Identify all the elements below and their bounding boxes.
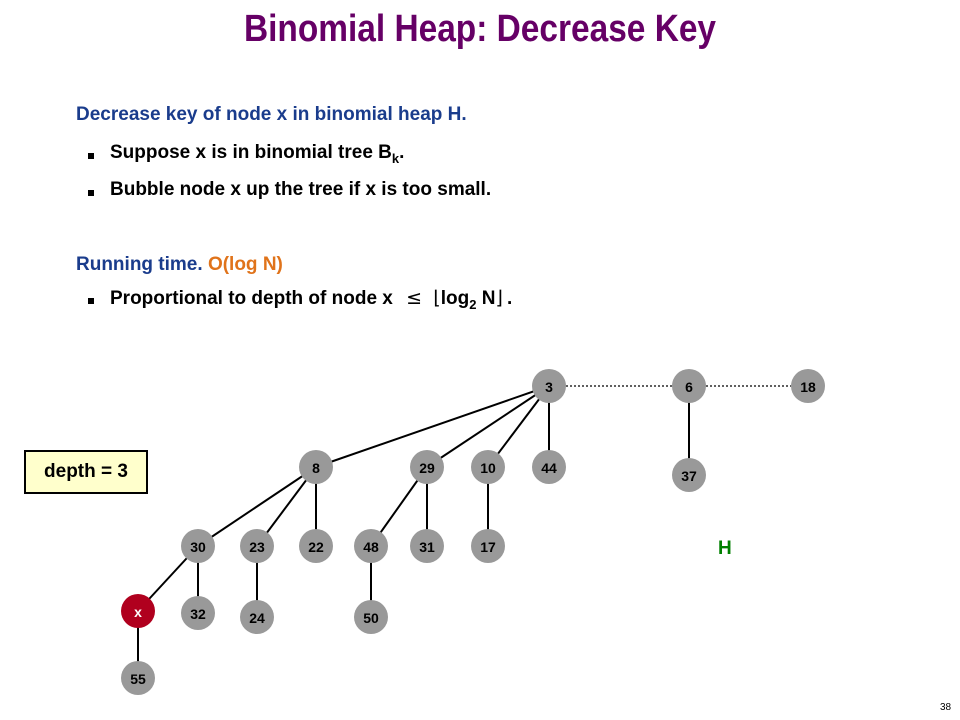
heap-node	[672, 458, 706, 492]
node-label: 31	[419, 539, 435, 555]
node-label: 29	[419, 460, 435, 476]
node-label: 32	[190, 606, 206, 622]
heap-node	[532, 450, 566, 484]
node-label: 24	[249, 610, 265, 626]
node-label: x	[134, 604, 142, 620]
heap-node	[354, 600, 388, 634]
bullet-text: Proportional to depth of node x	[110, 288, 393, 309]
depth-callout: depth = 3	[24, 450, 148, 494]
left-floor-symbol: ⌊	[433, 287, 441, 309]
bullet-bubble-up: Bubble node x up the tree if x is too small.	[110, 179, 492, 200]
node-label: 18	[800, 379, 816, 395]
node-label: 30	[190, 539, 206, 555]
node-label: 3	[545, 379, 553, 395]
node-label: 8	[312, 460, 320, 476]
heap-node	[410, 450, 444, 484]
node-label: 6	[685, 379, 693, 395]
running-time-value: O(log N)	[207, 254, 283, 275]
heap-node	[181, 529, 215, 563]
heap-node	[471, 529, 505, 563]
bullet-text: Suppose x is in binomial tree B	[110, 142, 392, 163]
heap-node	[121, 661, 155, 695]
highlighted-node	[121, 594, 155, 628]
node-label: 37	[681, 468, 697, 484]
subscript-2: 2	[469, 296, 477, 312]
node-label: 10	[480, 460, 496, 476]
heap-node	[181, 596, 215, 630]
node-label: 55	[130, 671, 146, 687]
node-label: 17	[480, 539, 496, 555]
page-number: 38	[940, 702, 952, 713]
slide-title: Binomial Heap: Decrease Key	[243, 8, 717, 50]
period: .	[506, 288, 513, 309]
tree-edges	[138, 386, 689, 678]
heap-label: H	[718, 538, 732, 559]
running-time-label: Running time.	[76, 254, 203, 275]
heap-node	[791, 369, 825, 403]
node-label: 23	[249, 539, 265, 555]
heap-node	[354, 529, 388, 563]
heap-node	[532, 369, 566, 403]
period: .	[399, 142, 405, 163]
heap-node	[299, 529, 333, 563]
subscript-k: k	[391, 150, 400, 166]
heap-node	[240, 529, 274, 563]
heap-node	[471, 450, 505, 484]
heap-node	[299, 450, 333, 484]
n-text: N	[481, 288, 496, 309]
heap-node	[672, 369, 706, 403]
le-symbol: ≤	[406, 287, 423, 309]
intro-text: Decrease key of node x in binomial heap H.	[76, 104, 467, 125]
right-floor-symbol: ⌋	[495, 287, 503, 309]
node-label: 50	[363, 610, 379, 626]
node-label: 22	[308, 539, 324, 555]
tree-nodes	[121, 369, 825, 695]
node-label: 48	[363, 539, 379, 555]
heap-node	[410, 529, 444, 563]
node-label: 44	[541, 460, 557, 476]
heap-node	[240, 600, 274, 634]
log-text: log	[440, 288, 470, 309]
